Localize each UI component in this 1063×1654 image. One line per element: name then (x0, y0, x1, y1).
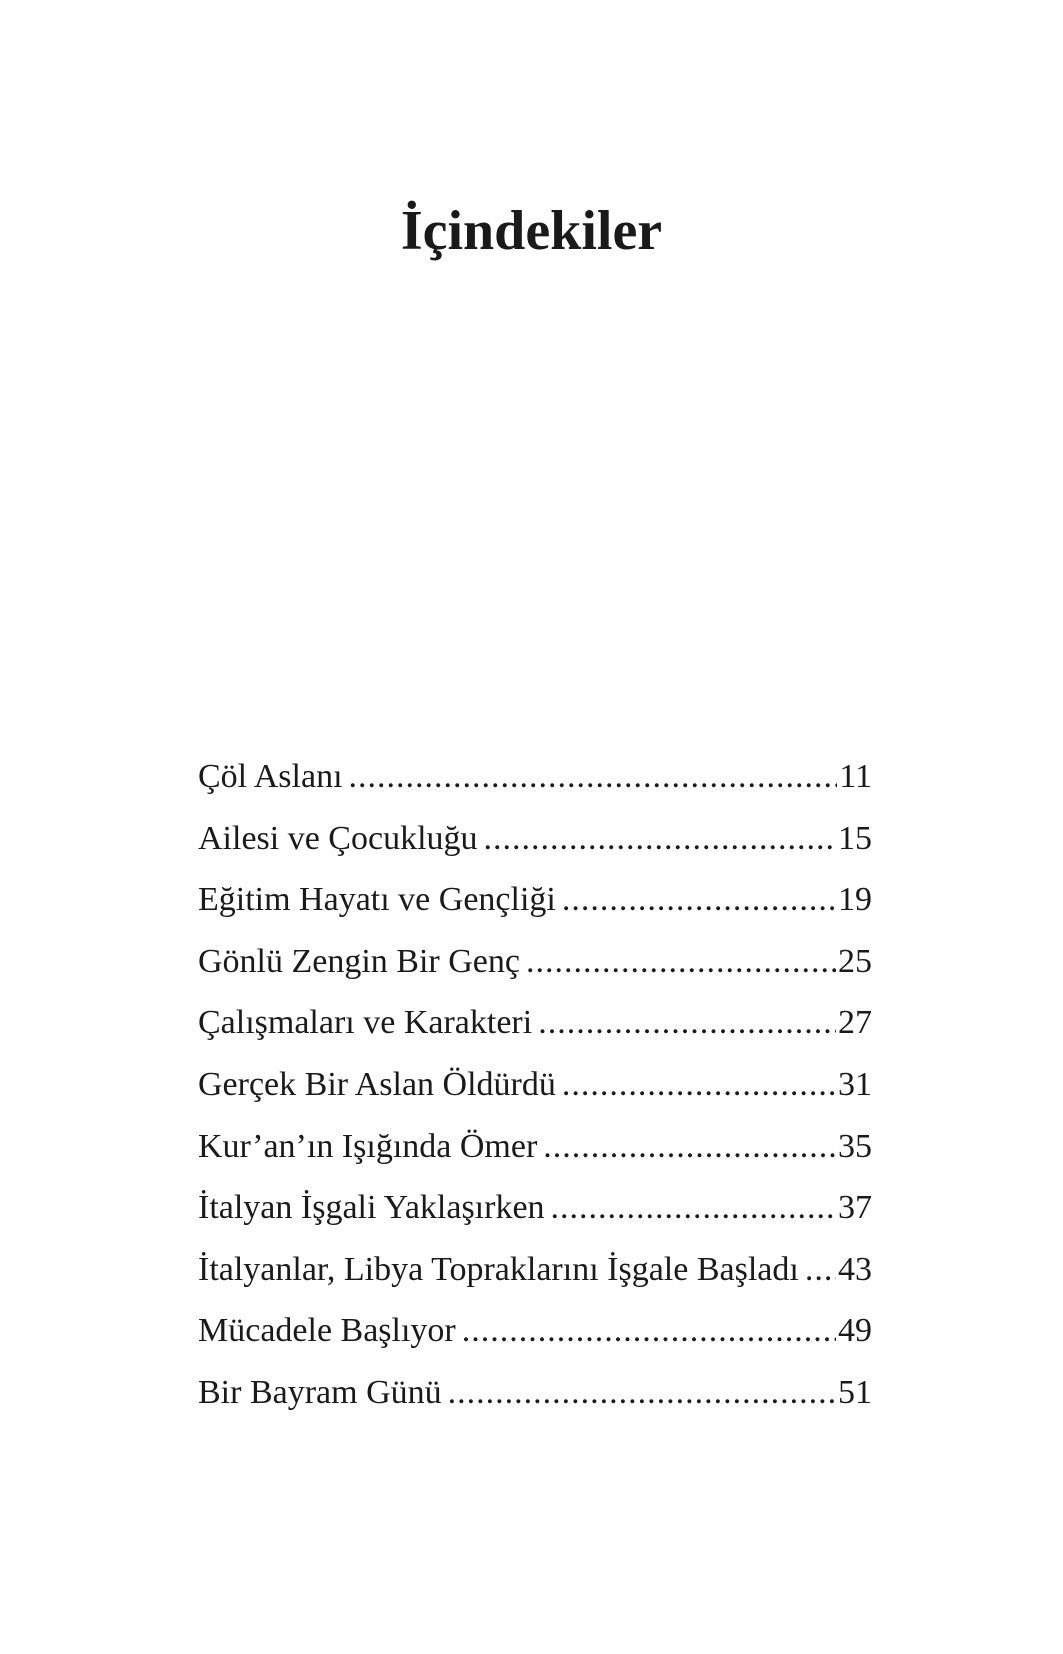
toc-entry-page: 27 (838, 1004, 872, 1042)
toc-dot-leader (484, 822, 836, 856)
toc-entry[interactable] (198, 1373, 872, 1438)
toc-dot-leader (349, 760, 838, 794)
table-of-contents (198, 760, 872, 1438)
toc-entry-page: 15 (838, 819, 872, 857)
toc-entry-title: Gerçek Bir Aslan Öldürdü (198, 1065, 556, 1103)
toc-entry-page: 43 (838, 1250, 872, 1288)
toc-entry[interactable] (198, 1191, 872, 1253)
toc-entry[interactable] (198, 819, 872, 884)
toc-entry[interactable] (198, 1065, 872, 1130)
toc-dot-leader (538, 1006, 836, 1040)
toc-dot-leader (448, 1376, 836, 1410)
toc-entry-page: 35 (838, 1127, 872, 1165)
toc-entry[interactable] (198, 1250, 872, 1315)
toc-dot-leader (805, 1253, 836, 1287)
toc-entry-title: Çalışmaları ve Karakteri (198, 1004, 533, 1042)
toc-entry-page: 31 (838, 1065, 872, 1103)
toc-entry-page: 11 (839, 758, 872, 795)
toc-entry-title: Çöl Aslanı (198, 758, 343, 795)
toc-entry-title: Ailesi ve Çocukluğu (198, 819, 478, 857)
toc-dot-leader (551, 1191, 836, 1225)
toc-entry-title: Kur’an’ın Işığında Ömer (198, 1127, 538, 1165)
toc-entry[interactable] (198, 1314, 872, 1376)
toc-entry[interactable] (198, 1127, 872, 1192)
toc-entry-title: Gönlü Zengin Bir Genç (198, 942, 520, 980)
toc-entry[interactable] (198, 1006, 872, 1068)
toc-entry-page: 51 (838, 1373, 872, 1411)
toc-entry[interactable] (198, 883, 872, 945)
toc-entry-title: Eğitim Hayatı ve Gençliği (198, 881, 556, 919)
toc-dot-leader (526, 945, 836, 979)
page-title: İçindekiler (400, 200, 663, 262)
toc-dot-leader (462, 1314, 836, 1348)
toc-entry-page: 37 (838, 1189, 872, 1227)
toc-dot-leader (562, 883, 836, 917)
toc-entry-title: İtalyan İşgali Yaklaşırken (198, 1189, 545, 1227)
toc-dot-leader (543, 1130, 836, 1164)
toc-entry-title: İtalyanlar, Libya Topraklarını İşgale Başladı (198, 1250, 799, 1288)
toc-entry[interactable] (198, 760, 872, 822)
toc-entry-title: Mücadele Başlıyor (198, 1312, 456, 1350)
toc-entry[interactable] (198, 942, 872, 1007)
toc-dot-leader (562, 1068, 836, 1102)
toc-entry-page: 19 (838, 881, 872, 919)
toc-entry-page: 49 (838, 1312, 872, 1350)
toc-entry-title: Bir Bayram Günü (198, 1373, 442, 1411)
toc-entry-page: 25 (838, 942, 872, 980)
